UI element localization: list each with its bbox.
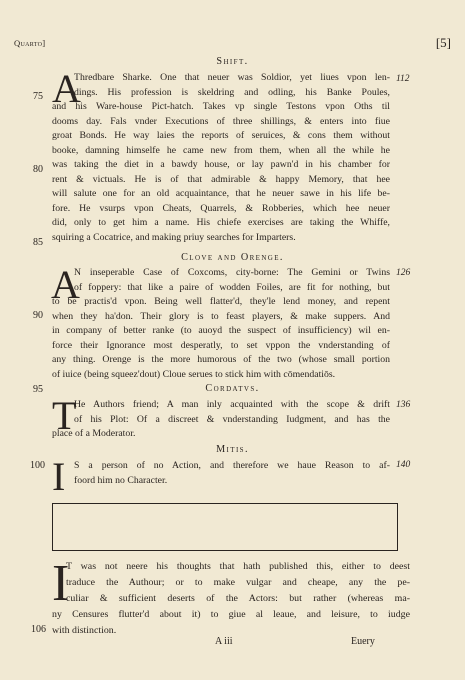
line-number: 106	[31, 624, 46, 635]
text-line: in company of better ranke (to auoyd the suspect of insufficiency) wil en-	[52, 325, 390, 336]
text-line: dooms day. Fals vnder Executions of three shillings, & enters into fiue	[52, 115, 390, 127]
section-text-clove-orenge	[51, 262, 390, 382]
text-line: of iuice (being squeez'dout) Cloue serues to stick him with cōmendatiōs.	[52, 368, 336, 380]
dropcap-note: I	[52, 555, 70, 612]
section-title-mitis: Mitis.	[216, 444, 249, 455]
text-line: foord him no Character.	[74, 474, 168, 486]
text-line: was taking the diet in a bawdy house, or lay pawn'd in his chamber for	[52, 159, 390, 170]
text-line: rent & victuals. He is of that admirable & happy Memory, that hee	[52, 173, 390, 185]
text-line: squiring a Cocatrice, and making priuy searches for Imparters.	[52, 231, 296, 243]
publisher-note	[52, 555, 410, 639]
text-line: place of a Moderator.	[52, 428, 136, 439]
text-line: N inseperable Case of Coxcoms, city-borne: The Gemini or Twins	[74, 267, 390, 278]
text-line: with distinction.	[52, 625, 117, 636]
margin-ref-clove-orenge: 126	[396, 268, 411, 278]
dropcap-mitis: I	[52, 454, 66, 499]
section-text-cordatus	[52, 393, 390, 442]
blank-ornament-box	[52, 503, 398, 551]
catchword: Euery	[351, 636, 375, 647]
margin-ref-mitis: 140	[396, 460, 411, 470]
running-head-left: Quarto]	[14, 38, 46, 48]
text-line: did, only to get him a name. His chiefe exercises are taking the Whiffe,	[52, 217, 390, 228]
text-line: when they ha'don. Their glory is to feast players, & make suppers. And	[52, 310, 390, 322]
line-number: 90	[33, 310, 43, 321]
section-title-shift: Shift.	[216, 56, 249, 67]
dropcap-shift: A	[52, 66, 81, 111]
dropcap-clove-orenge: A	[51, 262, 80, 307]
line-number: 95	[33, 384, 43, 395]
text-line: groat Bonds. He way laies the reports of seruices, & cons them without	[52, 130, 390, 141]
text-line: S a person of no Action, and therefore we haue Reason to af-	[74, 460, 390, 471]
margin-ref-cordatus: 136	[396, 400, 411, 410]
text-line: any thing. Orenge is the more humorous of the two (whose small portion	[52, 354, 390, 365]
line-number: 85	[33, 237, 43, 248]
text-line: T was not neere his thoughts that hath published this, either to deest	[66, 561, 410, 572]
text-line: He Authors friend; A man inly acquainted with the scope & drift	[74, 399, 390, 410]
margin-ref-shift: 112	[396, 74, 410, 84]
text-line: and his Ware-house Pict-hatch. Takes vp single Testons vpon Oths til	[52, 101, 390, 112]
signature-mark: A iii	[215, 636, 233, 647]
line-number: 75	[33, 91, 43, 102]
page-number: [5]	[435, 35, 451, 50]
text-line: dings. His profession is skeldring and odling, his Banke Poules,	[74, 86, 390, 98]
text-line: traduce the Authour; or to make vulgar and cheape, any the pe-	[66, 577, 410, 588]
text-line: fore. He vsurps vpon Cheats, Quarrels, & Robberies, which hee neuer	[52, 202, 390, 214]
dropcap-cordatus: T	[52, 393, 77, 438]
section-title-clove-orenge: Clove and Orenge.	[181, 252, 284, 263]
text-line: of foppery: that like a paire of wodden Foiles, are fit for nothing, but	[74, 281, 390, 293]
line-number: 80	[33, 164, 43, 175]
text-line: Thredbare Sharke. One that neuer was Soldior, yet liues vpon len-	[74, 72, 390, 83]
text-line: will salute one for an old acquaintance, that he neuer sawe in his life be-	[52, 188, 390, 199]
text-line: booke, damning himselfe he came new from them, when all the while he	[52, 144, 390, 156]
running-head	[14, 35, 451, 52]
section-text-mitis	[52, 459, 390, 488]
text-line: culiar & sufficient deserts of the Actors: but rather (whereas ma-	[66, 593, 410, 604]
line-number: 100	[30, 460, 45, 471]
section-text-shift	[52, 66, 390, 245]
text-line: of his Plot: Of a discreet & vnderstanding Iudgment, and has the	[74, 413, 390, 425]
section-title-cordatus: Cordatvs.	[205, 383, 260, 394]
text-line: to be practis'd vpon. Being well flatter'd, they'le lend money, and repent	[52, 296, 390, 307]
text-line: force their Ignorance most desperatly, to set vppon the vnderstanding of	[52, 339, 390, 351]
text-line: ny Censures flutter'd about it) to giue al leaue, and leisure, to iudge	[52, 609, 410, 620]
